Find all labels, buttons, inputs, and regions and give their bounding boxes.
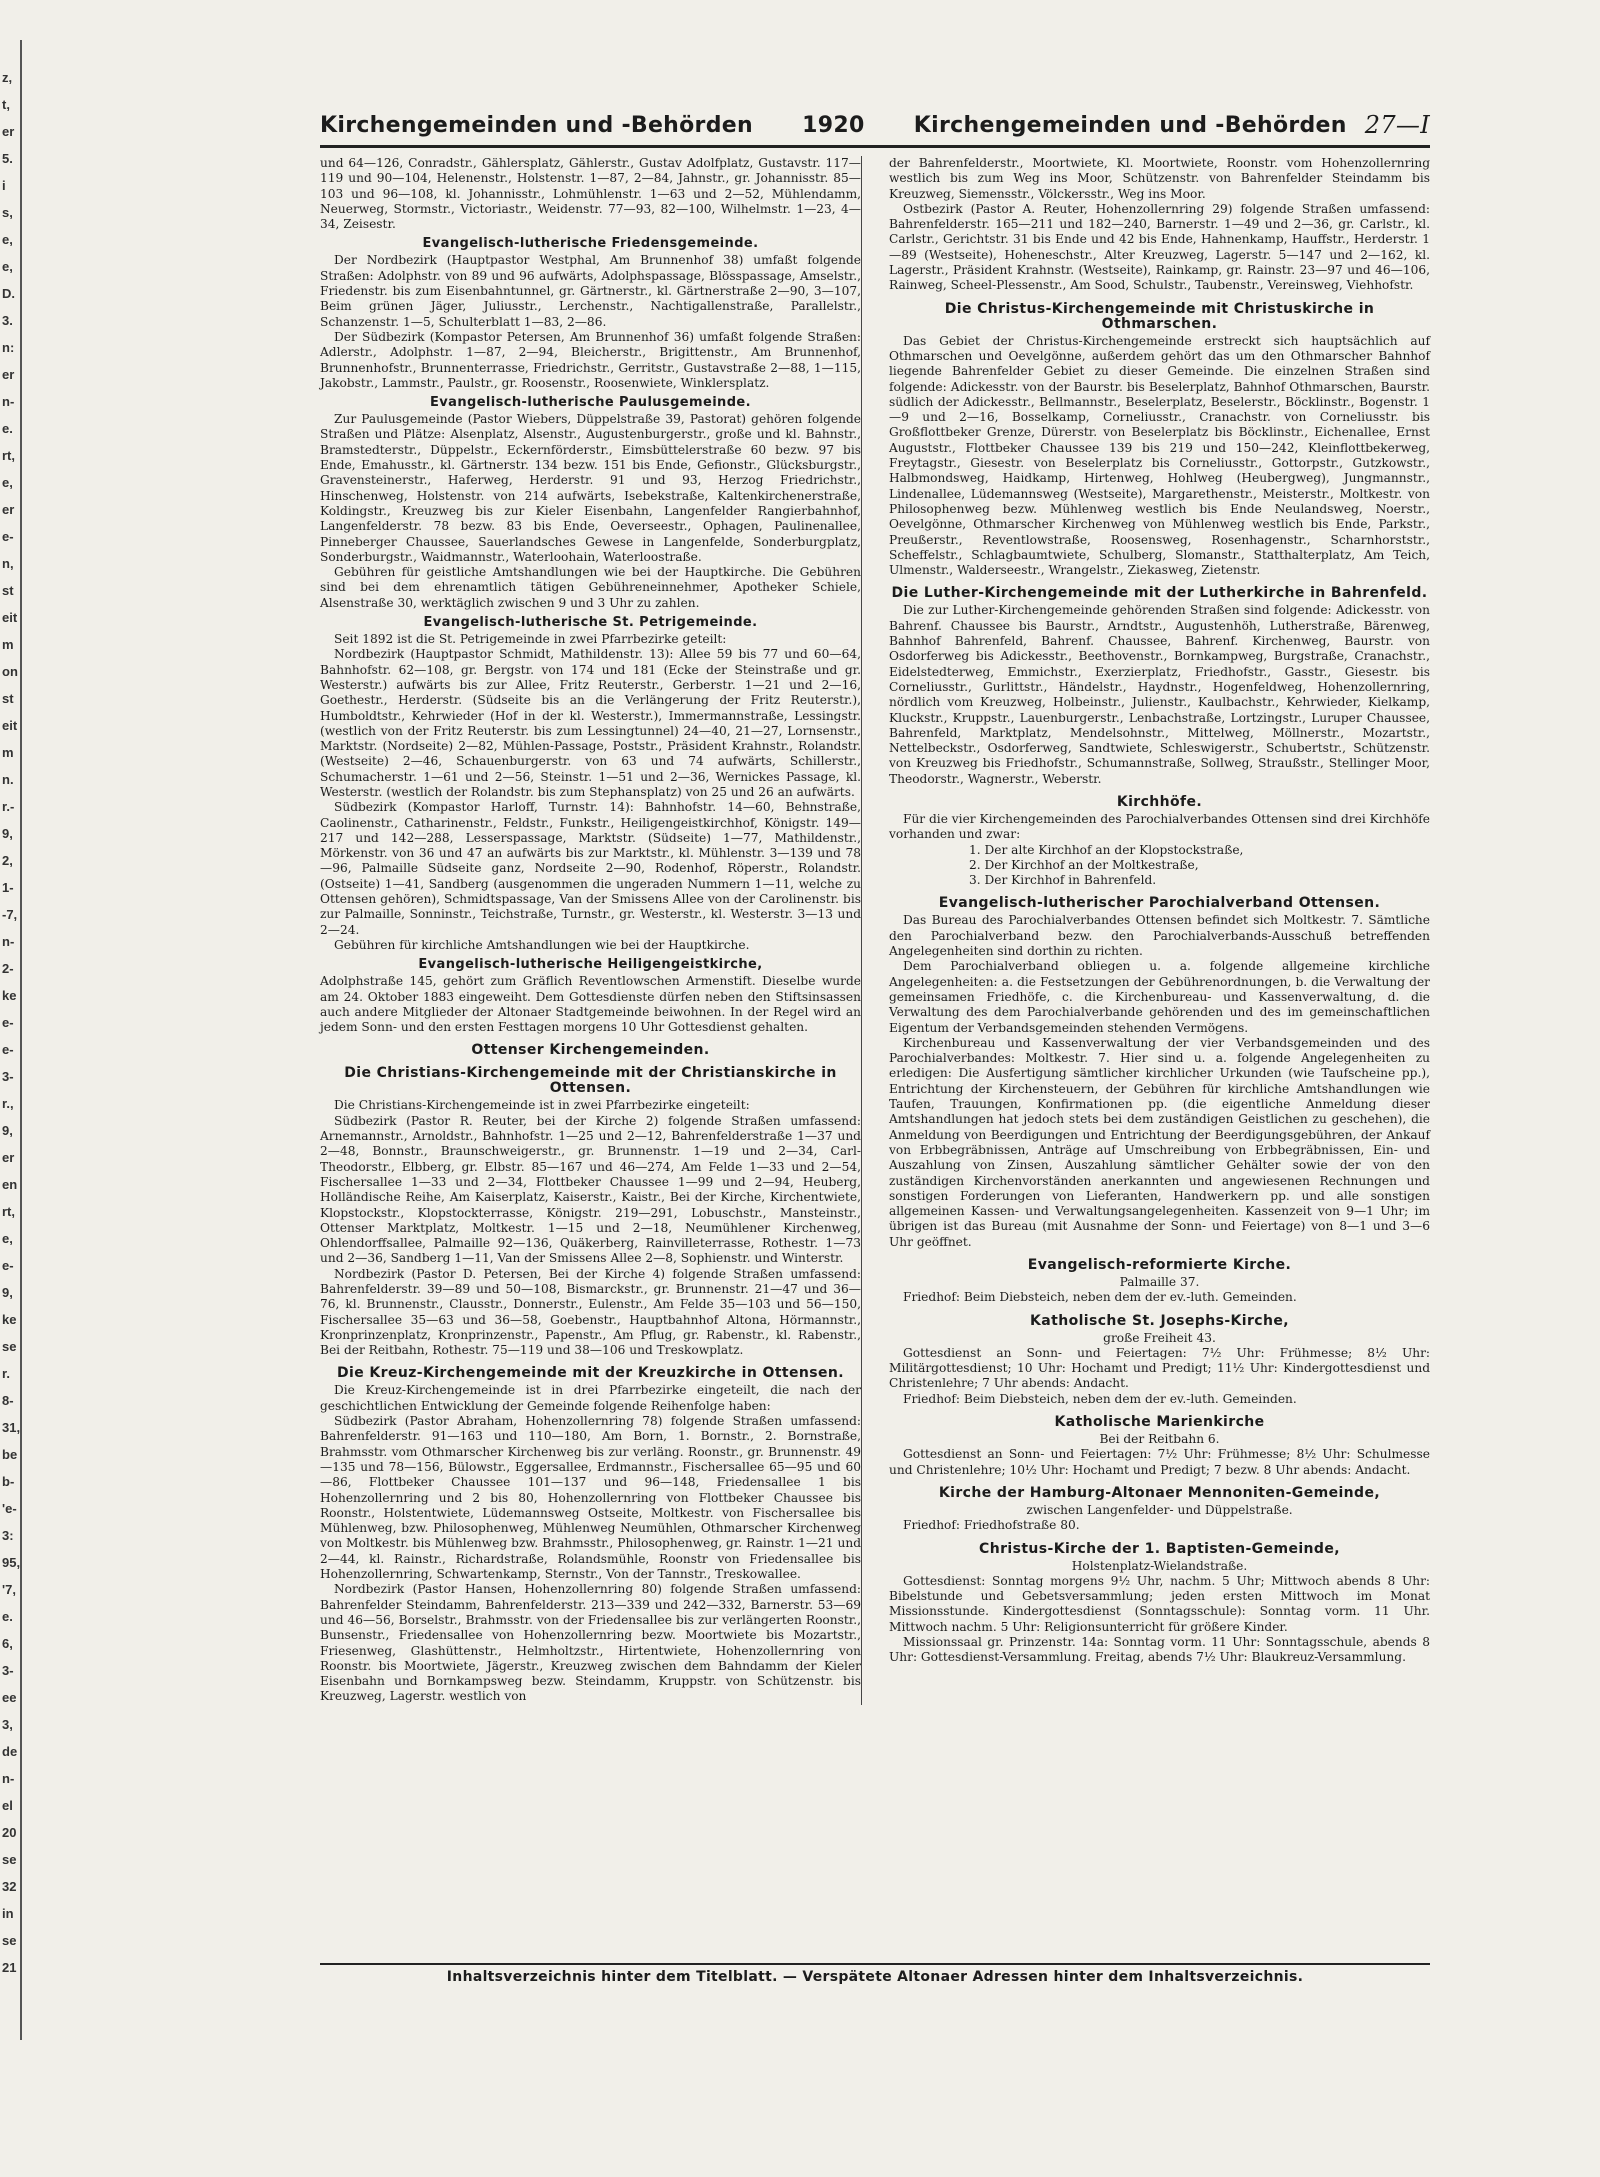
directory-page [320,105,1430,1985]
edge-fragment: er [2,1150,15,1165]
paragraph: Gottesdienst an Sonn- und Feiertagen: 7½ Uhr: Frühmesse; 8½ Uhr: Schulmesse und Christenlehre; 10½ Uhr: Hochamt und Predigt; 7 bezw. 8 Uhr abends: Andacht. [889,1447,1430,1477]
edge-fragment: n. [2,772,14,787]
edge-fragment: '7, [2,1582,16,1597]
paragraph: Gebühren für kirchliche Amtshandlungen wie bei der Hauptkirche. [334,937,750,952]
edge-fragment: er [2,367,15,382]
edge-fragment: e- [2,1258,14,1273]
left-column [320,156,861,1705]
two-column-body [320,156,1430,1705]
paragraph: große Freiheit 43. [1103,1330,1216,1345]
edge-fragment: ke [2,1312,17,1327]
edge-fragment: be [2,1447,18,1462]
section-heading: Evangelisch-reformierte Kirche. [1027,1257,1292,1273]
edge-fragment: n: [2,340,15,355]
edge-fragment: eit [2,610,18,625]
list-item: 2. Der Kirchhof an der Moltkestraße, [969,857,1199,872]
edge-fragment: 3- [2,1663,14,1678]
edge-fragment: 1- [2,880,14,895]
paragraph: Missionssaal gr. Prinzenstr. 14a: Sonntag vorm. 11 Uhr: Sonntagsschule, abends 8 Uhr: Gottesdienst-Versammlung. Freitag, abends 7½ Uhr: Blaukreuz-Versammlung. [889,1635,1430,1665]
edge-fragment: 'e- [2,1501,17,1516]
paragraph: der Bahrenfelderstr., Moortwiete, Kl. Moortwiete, Roonstr. vom Hohenzollernring westlich bis zum Weg ins Moor, Schützenstr. von Bahrenfelder Steindamm bis Kreuzweg, Siemensstr., Völckersstr., Weg ins Moor. [889,156,1430,201]
list-item: 3. Der Kirchhof in Bahrenfeld. [969,873,1157,888]
edge-fragment: r., [2,1096,14,1111]
paragraph: Friedhof: Beim Diebsteich, neben dem der ev.-luth. Gemeinden. [903,1290,1297,1305]
paragraph: Südbezirk (Kompastor Harloff, Turnstr. 14): Bahnhofstr. 14—60, Behnstraße, Caolinenstr., Catharinenstr., Feldstr., Funkstr., Heiligengeistkirchhof, Königstr. 149—217 und 142—288, Lesserspassage, Marktstr. (Südseite) 1—77, Mathildenstr., Mörkenstr. von 36 und 47 an aufwärts bis zur Marktstr., kl. Mühlenstr. 3—139 und 78—96, Palmaille Südseite ganz, Nordseite 2—90, Rodenhof, Röperstr., Rolandstr. (Ostseite) 1—41, Sandberg (ausgenommen die ungeraden Nummern 1—11, welche zu Ottensen gehören), Schmidtspassage, Van der Smissens Allee von der Carolinenstr. bis zur Palmaille, Sonninstr., Teichstraße, Turnstr., gr. Westerstr., kl. Westerstr. 3—13 und 2—24. [320,800,861,937]
paragraph: Südbezirk (Pastor R. Reuter, bei der Kirche 2) folgende Straßen umfassend: Arnemannstr., Arnoldstr., Bahnhofstr. 1—25 und 2—12, Bahrenfelderstraße 1—37 und 2—48, Bonnstr., Braunschweigerstr., gr. Brunnenstr. 1—19 und 2—34, Carl-Theodorstr., Elbberg, gr. Elbstr. 85—167 und 46—274, Am Felde 1—33 und 2—54, Fischersallee 1—33 und 2—34, Flottbeker Chaussee 1—99 und 2—94, Heuberg, Holländische Reihe, Am Kaiserplatz, Kaiserstr., Kaistr., Bei der Kirche, Kirchentwiete, Klopstockstr., Klopstockterrasse, Königstr. 219—291, Lobuschstr., Mansteinstr., Ottenser Marktplatz, Moltkestr. 1—15 und 2—18, Neumühlener Kirchenweg, Ohlendorffsallee, Palmaille 92—136, Quäkerberg, Rainvilleterrasse, Rothestr. 1—73 und 2—36, Sandberg 1—11, Van der Smissens Allee 2—8, Sophienstr. und Winterstr. [320,1113,861,1266]
paragraph: Palmaille 37. [1119,1275,1200,1289]
edge-fragment: rt, [2,448,15,463]
edge-fragment: r.- [2,799,15,814]
section-heading: Evangelisch-lutherische St. Petrigemeinde. [423,615,758,631]
adjacent-page-edge [0,40,22,2040]
edge-fragment: -7, [2,907,18,922]
edge-fragment: n- [2,934,15,949]
paragraph: Die Christians-Kirchengemeinde ist in zwei Pfarrbezirke eingeteilt: [334,1098,750,1113]
edge-fragment: st [2,583,14,598]
paragraph: Das Bureau des Parochialverbandes Ottensen befindet sich Moltkestr. 7. Sämtliche den Parochialverband bezw. den Parochialverbands-Ausschuß betreffenden Angelegenheiten sind dorthin zu richten. [889,913,1430,959]
section-heading: Evangelisch-lutherische Heiligengeistkirche, [418,957,763,973]
paragraph: Gebühren für geistliche Amtshandlungen wie bei der Hauptkirche. Die Gebühren sind bei dem ehrenamtlich tätigen Gebühreneinnehmer, Apotheker Schiele, Alsenstraße 30, werktäglich zwischen 9 und 3 Uhr zu zahlen. [320,565,861,610]
right-column [889,156,1430,1705]
edge-fragment: st [2,691,14,706]
edge-fragment: 9, [2,1123,13,1138]
paragraph: Nordbezirk (Pastor D. Petersen, Bei der Kirche 4) folgende Straßen umfassend: Bahrenfelderstr. 39—89 und 50—108, Bismarckstr., gr. Brunnenstr. 21—47 und 36—76, kl. Brunnenstr., Clausstr., Donnerstr., Eulenstr., Am Felde 35—103 und 56—150, Fischersallee 35—63 und 36—58, Goebenstr., Hauptbahnhof Altona, Hörmannstr., Kronprinzenplatz, Kronprinzenstr., Papenstr., Am Pflug, gr. Rabenstr., kl. Rabenstr., Bei der Reitbahn, Rothestr. 75—119 und 38—106 und Treskowplatz. [320,1266,861,1358]
edge-fragment: se [2,1852,17,1867]
edge-fragment: ee [2,1690,17,1705]
edge-fragment: D. [2,286,15,301]
section-heading: Die Christians-Kirchengemeinde mit der Christianskirche in Ottensen. [344,1065,837,1097]
edge-fragment: e, [2,475,13,490]
section-heading: Kirchhöfe. [1116,793,1203,810]
edge-fragment: 32 [2,1879,17,1894]
section-heading: Die Kreuz-Kirchengemeinde mit der Kreuzkirche in Ottensen. [337,1365,844,1382]
edge-fragment: e. [2,1609,13,1624]
paragraph: Südbezirk (Pastor Abraham, Hohenzollernring 78) folgende Straßen umfassend: Bahrenfelderstr. 91—163 und 110—180, Am Born, 1. Bornstr., 2. Bornstraße, Brahmsstr. vom Othmarscher Kirchenweg bis zur verläng. Roonstr., gr. Brunnenstr. 49—135 und 78—156, Bülowstr., Eggersallee, Erdmannstr., Fischersallee 65—95 und 60—86, Flottbeker Chaussee 101—137 und 96—148, Friedensallee 1 bis Hohenzollernring und 2 bis 80, Hohenzollernring von Flottbeker Chaussee bis Roonstr., Holstentwiete, Lüdemannsweg Ostseite, Moltkestr. von Fischersallee bis Mühlenweg, bzw. Philosophenweg, Mühlenweg Neumühlen, Othmarscher Kirchenweg von Moltkestr. bis Mühlenweg bzw. Brahmsstr., Philosophenweg, gr. Rainstr. 1—21 und 2—44, kl. Rainstr., Richardstraße, Rolandsmühle, Roonstr von Friedensallee bis Hohenzollernring, Schwartenkamp, Sternstr., Von der Tannstr., Treskowallee. [320,1414,861,1582]
edge-fragment: 9, [2,1285,13,1300]
section-heading: Evangelisch-lutherische Friedensgemeinde. [422,236,759,252]
paragraph: Gottesdienst an Sonn- und Feiertagen: 7½ Uhr: Frühmesse; 8½ Uhr: Militärgottesdienst; 10 Uhr: Hochamt und Predigt; 11½ Uhr: Kindergottesdienst und Christenlehre; 7 Uhr abends: Andacht. [889,1345,1430,1391]
paragraph: Der Nordbezirk (Hauptpastor Westphal, Am Brunnenhof 38) umfaßt folgende Straßen: Adolphstr. von 89 und 96 aufwärts, Adolphspassage, Blösspassage, Amselstr., Friedenstr. bis zum Eisenbahntunnel, gr. Gärtnerstr., kl. Gärtnerstraße 2—90, 3—107, Beim grünen Jäger, Juliusstr., Lerchenstr., Nachtigallenstraße, Parallelstr., Schanzenstr. 1—5, Schulterblatt 1—83, 2—86. [320,253,861,329]
edge-fragment: 8- [2,1393,14,1408]
edge-fragment: n- [2,1771,15,1786]
paragraph: Der Südbezirk (Kompastor Petersen, Am Brunnenhof 36) umfaßt folgende Straßen: Adlerstr., Adolphstr. 1—87, 2—94, Bleicherstr., Brigittenstr., Am Brunnenhof, Brunnenhofstr., Brunnenterrasse, Friedrichstr., Gerritstr., Gustavstraße 2—88, 1—115, Jakobstr., Lammstr., Paulstr., gr. Roosenstr., Roosenwiete, Winklersplatz. [320,329,861,390]
paragraph: Holstenplatz-Wielandstraße. [1071,1558,1248,1573]
edge-fragment: de [2,1744,18,1759]
edge-fragment: 3: [2,1528,14,1543]
edge-fragment: in [2,1906,14,1921]
edge-fragment: ke [2,988,17,1003]
paragraph: Nordbezirk (Hauptpastor Schmidt, Mathildenstr. 13): Allee 59 bis 77 und 60—64, Bahnhofstr. 62—108, gr. Bergstr. von 174 und 181 (Ecke der Steinstraße und gr. Westerstr.) aufwärts bis zur Allee, Fritz Reuterstr., Gerberstr. 1—21 und 2—16, Goethestr., Herderstr. (Südseite bis an die Verlängerung der Fritz Reuterstr.), Humboldtstr., Kehrwieder (Hof in der kl. Westerstr.), Immermannstraße, Lessingstr. (westlich von der Fritz Reuterstr. bis zum Lessingtunnel) 24—40, 21—27, Lornsenstr., Marktstr. (Nordseite) 2—82, Mühlen-Passage, Poststr., Präsident Krahnstr., Rolandstr. (Westseite) 2—46, Schauenburgerstr. von 63 und 74 aufwärts, Schillerstr., Schumacherstr. 1—61 und 2—56, Steinstr. 1—51 und 2—36, Wernickes Passage, kl. Westerstr. (westlich der Rolandstr. bis zum Stephansplatz) von 25 und 26 an aufwärts. [320,647,861,799]
paragraph: Dem Parochialverband obliegen u. a. folgende allgemeine kirchliche Angelegenheiten: a. die Festsetzungen der Gebührenordnungen, b. die Verwaltung der gemeinsamen Friedhöfe, c. die Kirchenbureau- und Kassenverwaltung, d. die Verwaltung des dem Parochialverbande gehörenden und des im gemeinschaftlichen Eigentum der Verbandsgemeinden stehenden Vermögens. [889,959,1430,1035]
edge-fragment: t, [2,97,10,112]
section-heading: Kirche der Hamburg-Altonaer Mennoniten-Gemeinde, [938,1484,1381,1501]
cemetery-list [969,843,1430,889]
page-footer-note: Inhaltsverzeichnis hinter dem Titelblatt. — Verspätete Altonaer Adressen hinter dem Inhaltsverzeichnis. [320,1963,1430,1985]
section-heading: Evangelisch-lutherischer Parochialverband Ottensen. [938,895,1381,912]
section-heading: Christus-Kirche der 1. Baptisten-Gemeinde, [979,1540,1340,1557]
paragraph: Für die vier Kirchengemeinden des Parochialverbandes Ottensen sind drei Kirchhöfe vorhanden und zwar: [889,811,1431,842]
paragraph: zwischen Langenfelder- und Düppelstraße. [1026,1502,1293,1517]
section-heading: Evangelisch-lutherische Paulusgemeinde. [430,395,751,411]
edge-fragment: r. [2,1366,10,1381]
paragraph: Gottesdienst: Sonntag morgens 9½ Uhr, nachm. 5 Uhr; Mittwoch abends 8 Uhr: Bibelstunde und Gebetsversammlung; jeden ersten Mittwoch im Monat Missionsstunde. Kindergottesdienst (Sonntagsschule): Sonntag vorm. 11 Uhr. Mittwoch nachm. 5 Uhr: Religionsunterricht für größere Kinder. [889,1573,1430,1634]
edge-fragment: 3, [2,1717,13,1732]
paragraph: Friedhof: Beim Diebsteich, neben dem der ev.-luth. Gemeinden. [903,1391,1297,1406]
paragraph: Kirchenbureau und Kassenverwaltung der vier Verbandsgemeinden und des Parochialverbandes: Moltkestr. 7. Hier sind u. a. folgende Angelegenheiten zu erledigen: Die Ausfertigung sämtlicher kirchlicher Urkunden (wie Taufscheine pp.), Entrichtung der Kirchensteuern, der Gebühren für kirchliche Amtshandlungen wie Taufen, Trauungen, Konfirmationen pp. (die eigentliche Anmeldung dieser Amtshandlungen hat jedoch stets bei dem zuständigen Geistlichen zu geschehen), die Anmeldung von Beerdigungen und Entrichtung der Beerdigungsgebühren, der Ankauf von Erbbegräbnissen, Anträge auf Umschreibung von Erbbegräbnissen, Ein- und Auszahlung von Zinsen, Auszahlung sämtlicher Gehälter sowie der von den zuständigen Kirchenvorständen anerkannten und angewiesenen Rechnungen und sonstigen Forderungen von Lieferanten, Handwerkern pp. und alle sonstigen allgemeinen Kassen- und Verwaltungsangelegenheiten. Kassenzeit von 9—1 Uhr; im übrigen ist das Bureau (mit Ausnahme der Sonn- und Feiertage) von 8—1 und 3—6 Uhr geöffnet. [889,1035,1430,1249]
paragraph: Seit 1892 ist die St. Petrigemeinde in zwei Pfarrbezirke geteilt: [334,632,727,647]
edge-fragment: e- [2,529,14,544]
paragraph: Adolphstraße 145, gehört zum Gräflich Reventlowschen Armenstift. Dieselbe wurde am 24. Oktober 1883 eingeweiht. Dem Gottesdienste dürfen neben den Stiftsinsassen auch andere Mitglieder der Altonaer Stadtgemeinde beiwohnen. In der Regel wird an jedem Sonn- und den ersten Festtagen morgens 10 Uhr Gottesdienst gehalten. [320,974,861,1035]
edge-fragment: e, [2,1231,13,1246]
edge-fragment: 5. [2,151,13,166]
header-left-title: Kirchengemeinden und -Behörden [320,112,753,138]
paragraph: Friedhof: Friedhofstraße 80. [903,1518,1080,1533]
header-year: 1920 [802,112,865,138]
page-header [320,105,1430,148]
edge-fragment: b- [2,1474,15,1489]
edge-fragment: 9, [2,826,13,841]
edge-fragment: er [2,502,15,517]
edge-fragment: rt, [2,1204,15,1219]
edge-fragment: m [2,637,14,652]
edge-fragment: e. [2,421,13,436]
paragraph: Bei der Reitbahn 6. [1099,1432,1220,1447]
edge-fragment: z, [2,70,13,85]
edge-fragment: e- [2,1015,14,1030]
section-heading: Katholische St. Josephs-Kirche, [1030,1312,1289,1329]
page-number: 27—I [1364,111,1430,139]
edge-fragment: i [2,178,6,193]
edge-fragment: n, [2,556,14,571]
edge-fragment: 2- [2,961,14,976]
edge-fragment: en [2,1177,18,1192]
edge-fragment: 3. [2,313,13,328]
section-heading: Katholische Marienkirche [1054,1414,1265,1431]
edge-fragment: 20 [2,1825,17,1840]
edge-fragment: m [2,745,14,760]
header-right-title: Kirchengemeinden und -Behörden [913,112,1347,138]
edge-fragment: 3- [2,1069,14,1084]
edge-fragment: s, [2,205,13,220]
paragraph: Nordbezirk (Pastor Hansen, Hohenzollernring 80) folgende Straßen umfassend: Bahrenfelder Steindamm, Bahrenfelderstr. 213—339 und 242—332, Barnerstr. 53—69 und 46—56, Borselstr., Brahmsstr. von der Friedensallee bis zur verlängerten Roonstr., Bunsenstr., Friedensallee von Hohenzollernring bezw. Moortwiete bis Mozartstr., Friesenweg, Glashüttenstr., Helmholtzstr., Hirtentwiete, Hohenzollernring von Roonstr. bis Moortwiete, Jägerstr., Kreuzweg zwischen dem Bahndamm der Kieler Eisenbahn und Bornkampsweg bezw. Steindamm, Kruppstr. von Schützenstr. bis Kreuzweg, Lagerstr. westlich von [320,1582,861,1704]
section-heading: Die Christus-Kirchengemeinde mit Christuskirche in Othmarschen. [944,300,1375,332]
edge-fragment: eit [2,718,18,733]
edge-fragment: on [2,664,18,679]
section-heading: Die Luther-Kirchengemeinde mit der Lutherkirche in Bahrenfeld. [891,585,1428,602]
edge-fragment: e, [2,232,13,247]
edge-fragment: 2, [2,853,13,868]
edge-fragment: e, [2,259,13,274]
edge-fragment: 21 [2,1960,17,1975]
edge-fragment: se [2,1933,17,1948]
edge-fragment: e- [2,1042,14,1057]
paragraph: Die Kreuz-Kirchengemeinde ist in drei Pfarrbezirke eingeteilt, die nach der geschichtlichen Entwicklung der Gemeinde folgende Reihenfolge haben: [320,1383,861,1413]
paragraph: Das Gebiet der Christus-Kirchengemeinde erstreckt sich hauptsächlich auf Othmarschen und Oevelgönne, außerdem gehört das um den Othmarscher Bahnhof liegende Bahrenfelder Gebiet zu dieser Gemeinde. Die einzelnen Straßen sind folgende: Adickesstr. von der Baurstr. bis Beselerplatz, Bahnhof Othmarschen, Baurstr. südlich der Adickesstr., Bellmannstr., Beselerplatz, Beselerstr., Böcklinstr., Bogenstr. 1—9 und 2—16, Bosselkamp, Corneliusstr., Cranachstr. von Corneliusstr. bis Großflottbeker Grenze, Dürerstr. von Beselerplatz bis Böcklinstr., Eichenallee, Ernst Auguststr., Flottbeker Chaussee 139 bis 219 und 150—242, Kleinflottbekerweg, Freytagstr., Giesestr. von Beselerplatz bis Corneliusstr., Gottorpstr., Gutzkowstr., Halbmondsweg, Haidkamp, Hirtenweg, Hohlweg (Heubergweg), Jungmannstr., Lindenallee, Lüdemannsweg (Westseite), Margarethenstr., Meisterstr., Moltkestr. von Philosophenweg bezw. Mühlenweg westlich bis Ende Neulandsweg, Noerstr., Oevelgönne, Othmarscher Kirchenweg von Mühlenweg westlich bis Ende, Parkstr., Preußerstr., Reventlowstraße, Roosensweg, Rosenhagenstr., Scharnhorststr., Scheffelstr., Schlagbaumtwiete, Schulberg, Slomanstr., Statthalterplatz, Am Teich, Ulmenstr., Walderseestr., Wrangelstr., Ziekasweg, Zietenstr. [889,333,1430,578]
edge-fragment: el [2,1798,13,1813]
edge-fragment: 95, [2,1555,21,1570]
paragraph: Zur Paulusgemeinde (Pastor Wiebers, Düppelstraße 39, Pastorat) gehören folgende Straßen und Plätze: Alsenplatz, Alsenstr., Augustenburgerstr., große und kl. Bahnstr., Bramstedterstr., Düppelstr., Eckernförderstr., Eimsbüttelerstraße 60 bezw. 97 bis Ende, Emahusstr., kl. Gärtnerstr. 134 bezw. 151 bis Ende, Gefionstr., Glücksburgstr., Gravensteinerstr., Haferweg, Herderstr. 91 und 93, Herzog Friedrichstr., Hinschenweg, Holstenstr. von 214 aufwärts, Isebekstraße, Kaltenkirchenerstraße, Koldingstr., Kreuzweg bis zur Kieler Eisenbahn, Langenfelder Rangierbahnhof, Langenfelderstr. 78 bezw. 83 bis Ende, Oeverseestr., Ophagen, Paulinenallee, Pinneberger Chaussee, Sauerlandsches Gewese in Langenfelde, Sonderburgplatz, Sonderburgstr., Waidmannstr., Waterloohain, Waterloostraße. [320,412,861,564]
edge-fragment: 6, [2,1636,13,1651]
section-heading: Ottenser Kirchengemeinden. [471,1042,710,1059]
paragraph: und 64—126, Conradstr., Gählersplatz, Gählerstr., Gustav Adolfplatz, Gustavstr. 117—119 und 90—104, Helenenstr., Holstenstr. 1—87, 2—84, Jahnstr., gr. Johannisstr. 85—103 und 96—108, kl. Johannisstr., Lohmühlenstr. 1—63 und 2—52, Mühlendamm, Neuerweg, Stormstr., Victoriastr., Weidenstr. 77—93, 82—100, Wilhelmstr. 1—23, 4—34, Zeisestr. [320,156,861,232]
paragraph: Die zur Luther-Kirchengemeinde gehörenden Straßen sind folgende: Adickesstr. von Bahrenf. Chaussee bis Baurstr., Arndtstr., Augustenhöh, Lutherstraße, Bärenweg, Bahnhof Bahrenfeld, Bahrenf. Chaussee, Bahrenf. Kirchenweg, Baurstr. von Osdorferweg bis Adickesstr., Beethovenstr., Bornkampweg, Burgstraße, Cranachstr., Eidelstedterweg, Emmichstr., Exerzierplatz, Friedhofstr., Gasstr., Giesestr. bis Corneliusstr., Gurlittstr., Händelstr., Haydnstr., Hogenfeldweg, Hohenzollernring, nördlich vom Kreuzweg, Holbeinstr., Julienstr., Kaulbachstr., Kehrwieder, Kielkamp, Kluckstr., Kruppstr., Lauenburgerstr., Lenbachstraße, Lortzingstr., Luruper Chaussee, Bahrenfeld, Marktplatz, Mendelsohnstr., Mittelweg, Möllnerstr., Mozartstr., Nettelbeckstr., Osdorferweg, Sandtwiete, Schleswigerstr., Schubertstr., Schützenstr. von Kreuzweg bis Friedhofstr., Schumannstraße, Sollweg, Straußstr., Stellinger Moor, Theodorstr., Wagnerstr., Weberstr. [889,603,1430,786]
edge-fragment: er [2,124,15,139]
paragraph: Ostbezirk (Pastor A. Reuter, Hohenzollernring 29) folgende Straßen umfassend: Bahrenfelderstr. 165—211 und 182—240, Barnerstr. 1—49 und 2—36, gr. Carlstr., kl. Carlstr., Gerichtstr. 31 bis Ende und 42 bis Ende, Hahnenkamp, Hauffstr., Herderstr. 1—89 (Westseite), Hoheneschstr., Alter Kreuzweg, Lagerstr. 5—147 und 2—162, kl. Lagerstr., Präsident Krahnstr. (Westseite), Rainkamp, gr. Rainstr. 23—97 und 46—106, Rainweg, Scheel-Plessenstr., Am Sood, Schulstr., Taubenstr., Vereinsweg, Viehhofstr. [889,201,1430,293]
edge-fragment: se [2,1339,17,1354]
edge-fragment: 31, [2,1420,21,1435]
list-item: 1. Der alte Kirchhof an der Klopstockstraße, [969,842,1244,857]
edge-fragment: n- [2,394,15,409]
